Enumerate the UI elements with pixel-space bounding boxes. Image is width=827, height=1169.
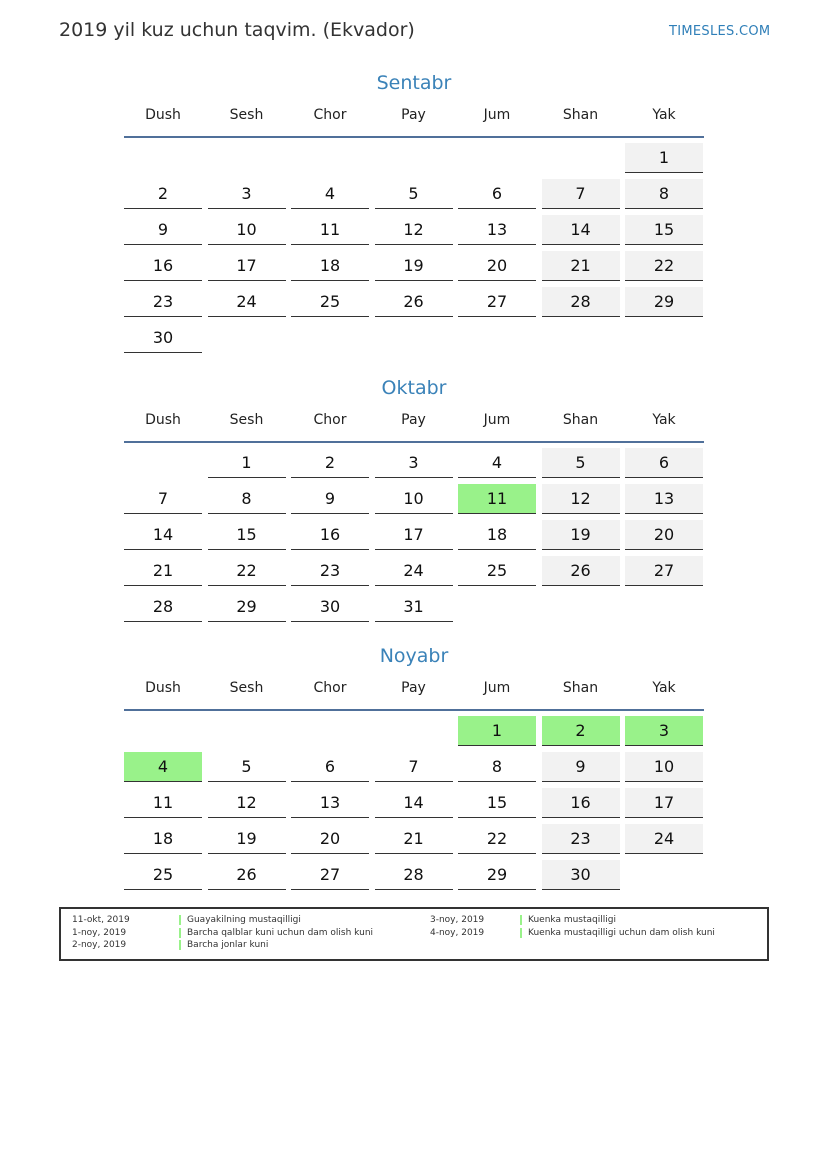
day-cell: 2 [291, 448, 369, 478]
day-cell: 31 [375, 592, 453, 622]
day-cell: 17 [625, 788, 703, 818]
day-cell: 7 [542, 179, 620, 209]
weekday-label: Shan [562, 107, 599, 123]
day-cell: 3 [625, 716, 703, 746]
holiday-legend [59, 907, 769, 961]
day-cell: 13 [291, 788, 369, 818]
legend-item [72, 939, 412, 951]
day-cell: 11 [458, 484, 536, 514]
day-cell: 24 [208, 287, 286, 317]
day-cell: 29 [458, 860, 536, 890]
day-cell: 11 [124, 788, 202, 818]
day-cell: 3 [208, 179, 286, 209]
legend-item [430, 914, 760, 926]
day-cell: 5 [208, 752, 286, 782]
page-title: 2019 yil kuz uchun taqvim. (Ekvador) [59, 19, 415, 41]
day-cell: 3 [375, 448, 453, 478]
day-cell: 9 [542, 752, 620, 782]
day-cell: 17 [375, 520, 453, 550]
day-cell: 30 [542, 860, 620, 890]
day-cell: 12 [542, 484, 620, 514]
weekday-label: Jum [483, 412, 511, 428]
holiday-color-marker [520, 915, 522, 925]
day-cell: 13 [625, 484, 703, 514]
legend-name: Barcha qalblar kuni uchun dam olish kuni [187, 928, 374, 938]
day-cell: 2 [124, 179, 202, 209]
holiday-color-marker [179, 915, 181, 925]
day-cell: 7 [375, 752, 453, 782]
day-cell: 5 [375, 179, 453, 209]
weekday-label: Sesh [229, 107, 264, 123]
day-cell: 15 [625, 215, 703, 245]
day-cell: 20 [291, 824, 369, 854]
day-cell: 25 [291, 287, 369, 317]
day-cell: 15 [208, 520, 286, 550]
weekday-label: Dush [145, 107, 181, 123]
day-cell: 26 [208, 860, 286, 890]
legend-date: 3-noy, 2019 [430, 915, 485, 925]
day-cell: 28 [375, 860, 453, 890]
day-cell: 6 [291, 752, 369, 782]
day-cell: 18 [124, 824, 202, 854]
weekday-header [124, 409, 704, 443]
day-cell: 30 [124, 323, 202, 353]
day-cell: 9 [124, 215, 202, 245]
day-cell: 1 [625, 143, 703, 173]
day-cell: 28 [124, 592, 202, 622]
day-cell: 16 [124, 251, 202, 281]
holiday-color-marker [179, 928, 181, 938]
weekday-label: Sesh [229, 680, 264, 696]
day-cell: 14 [124, 520, 202, 550]
legend-date: 11-okt, 2019 [72, 915, 130, 925]
day-cell: 12 [208, 788, 286, 818]
day-cell: 18 [458, 520, 536, 550]
day-cell: 30 [291, 592, 369, 622]
day-cell: 16 [291, 520, 369, 550]
day-cell: 4 [291, 179, 369, 209]
day-cell: 10 [625, 752, 703, 782]
day-cell: 25 [124, 860, 202, 890]
day-cell: 22 [625, 251, 703, 281]
legend-name: Guayakilning mustaqilligi [187, 915, 301, 925]
brand-link[interactable]: TIMESLES.COM [669, 24, 771, 39]
month-oktabr [124, 375, 704, 616]
day-cell: 7 [124, 484, 202, 514]
day-cell: 2 [542, 716, 620, 746]
day-cell: 22 [458, 824, 536, 854]
legend-name: Kuenka mustaqilligi uchun dam olish kuni [528, 928, 715, 938]
day-cell: 12 [375, 215, 453, 245]
day-cell: 23 [291, 556, 369, 586]
day-cell: 21 [375, 824, 453, 854]
day-cell: 24 [625, 824, 703, 854]
weekday-label: Jum [483, 680, 511, 696]
day-cell: 1 [208, 448, 286, 478]
day-cell: 15 [458, 788, 536, 818]
weekday-label: Pay [401, 412, 426, 428]
legend-item [72, 927, 412, 939]
legend-name: Barcha jonlar kuni [187, 940, 269, 950]
day-cell: 1 [458, 716, 536, 746]
weekday-label: Yak [652, 412, 676, 428]
day-cell: 8 [625, 179, 703, 209]
legend-date: 1-noy, 2019 [72, 928, 127, 938]
month-sentabr [124, 70, 704, 347]
day-cell: 14 [375, 788, 453, 818]
day-cell: 19 [542, 520, 620, 550]
weekday-label: Yak [652, 107, 676, 123]
day-cell: 23 [542, 824, 620, 854]
day-cell: 4 [124, 752, 202, 782]
day-cell: 5 [542, 448, 620, 478]
weekday-label: Pay [401, 107, 426, 123]
day-cell: 29 [208, 592, 286, 622]
legend-item [72, 914, 412, 926]
day-cell: 21 [542, 251, 620, 281]
weekday-label: Shan [562, 412, 599, 428]
weekday-label: Chor [313, 412, 347, 428]
day-cell: 24 [375, 556, 453, 586]
month-title: Noyabr [379, 645, 449, 667]
day-cell: 18 [291, 251, 369, 281]
day-cell: 17 [208, 251, 286, 281]
weekday-label: Yak [652, 680, 676, 696]
day-cell: 19 [375, 251, 453, 281]
day-cell: 11 [291, 215, 369, 245]
weekday-label: Sesh [229, 412, 264, 428]
day-cell: 13 [458, 215, 536, 245]
weekday-label: Dush [145, 412, 181, 428]
day-cell: 6 [458, 179, 536, 209]
day-cell: 26 [375, 287, 453, 317]
day-cell: 9 [291, 484, 369, 514]
day-cell: 21 [124, 556, 202, 586]
day-cell: 8 [208, 484, 286, 514]
day-cell: 27 [291, 860, 369, 890]
day-cell: 27 [458, 287, 536, 317]
day-cell: 25 [458, 556, 536, 586]
day-cell: 8 [458, 752, 536, 782]
day-cell: 20 [458, 251, 536, 281]
weekday-label: Jum [483, 107, 511, 123]
weekday-label: Dush [145, 680, 181, 696]
holiday-color-marker [520, 928, 522, 938]
day-cell: 6 [625, 448, 703, 478]
legend-date: 2-noy, 2019 [72, 940, 127, 950]
day-cell: 26 [542, 556, 620, 586]
month-noyabr [124, 643, 704, 884]
legend-item [430, 927, 760, 939]
day-cell: 28 [542, 287, 620, 317]
weekday-label: Chor [313, 107, 347, 123]
day-cell: 4 [458, 448, 536, 478]
day-cell: 22 [208, 556, 286, 586]
day-cell: 23 [124, 287, 202, 317]
day-cell: 10 [208, 215, 286, 245]
weekday-label: Pay [401, 680, 426, 696]
weekday-header [124, 677, 704, 711]
holiday-color-marker [179, 940, 181, 950]
weekday-header [124, 104, 704, 138]
legend-name: Kuenka mustaqilligi [528, 915, 616, 925]
day-cell: 27 [625, 556, 703, 586]
weekday-label: Shan [562, 680, 599, 696]
day-cell: 14 [542, 215, 620, 245]
day-cell: 19 [208, 824, 286, 854]
weekday-label: Chor [313, 680, 347, 696]
day-cell: 10 [375, 484, 453, 514]
month-title: Oktabr [381, 377, 447, 399]
day-cell: 16 [542, 788, 620, 818]
legend-date: 4-noy, 2019 [430, 928, 485, 938]
month-title: Sentabr [376, 72, 452, 94]
day-cell: 20 [625, 520, 703, 550]
day-cell: 29 [625, 287, 703, 317]
